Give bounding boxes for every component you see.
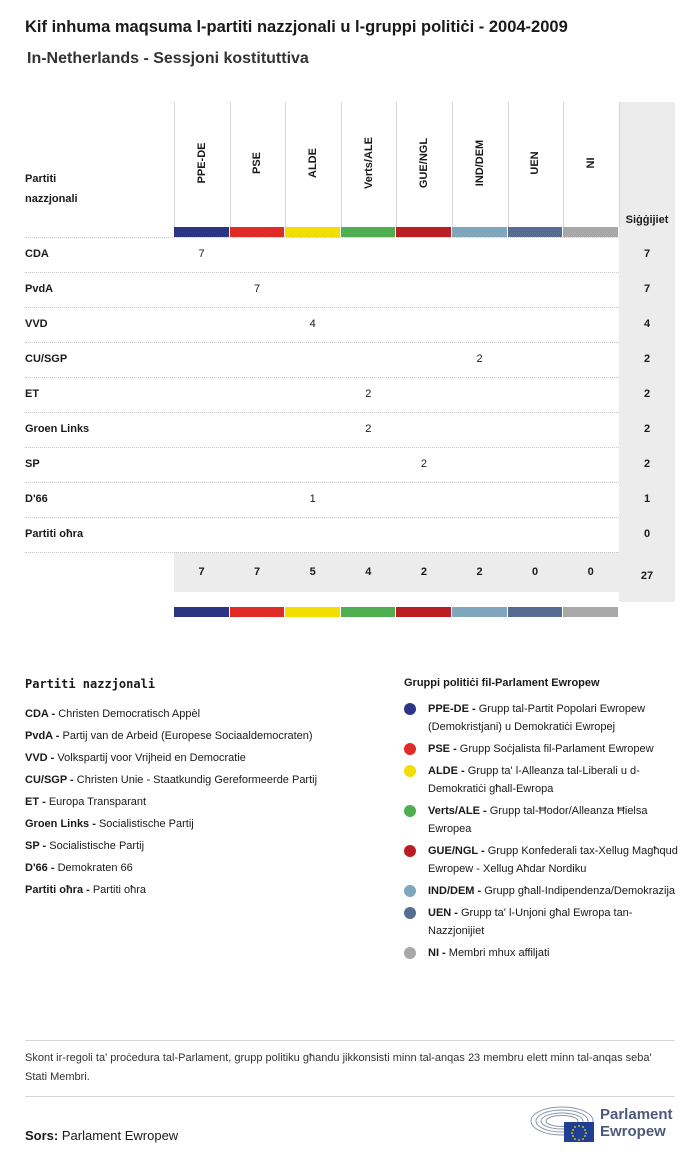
page-subtitle: In-Netherlands - Sessjoni kostituttiva [27, 50, 309, 67]
row-label: Partiti oħra [25, 528, 84, 540]
group-abbr: UEN - [428, 907, 461, 919]
party-legend-item [25, 703, 385, 725]
row-label: SP [25, 458, 40, 470]
party-full-name: Socialistische Partij [49, 840, 145, 852]
party-full-name: Volkspartij voor Vrijheid en Democratie [57, 752, 246, 764]
row-total: 2 [643, 458, 651, 470]
group-color-bar [396, 227, 451, 237]
group-color-dot-icon [404, 885, 416, 897]
group-legend [404, 677, 679, 966]
party-legend [25, 677, 385, 901]
party-legend-item [25, 769, 385, 791]
group-legend-item [404, 802, 679, 838]
group-color-dot-icon [404, 703, 416, 715]
party-full-name: Europa Transparant [48, 796, 147, 808]
group-header-alde: ALDE [307, 148, 319, 178]
row-divider [25, 552, 619, 553]
party-abbr: Partiti oħra - [25, 884, 93, 896]
group-color-dot-icon [404, 845, 416, 857]
source-line [25, 1128, 178, 1143]
row-divider [25, 517, 619, 518]
group-full-name: Grupp ta' l-Unjoni għal Ewropa tan-Nazzjonijiet [428, 907, 633, 937]
logo-line-2: Ewropew [600, 1123, 666, 1140]
group-abbr: ALDE - [428, 765, 468, 777]
group-color-bar [452, 227, 507, 237]
group-full-name: Grupp Soċjalista fil-Parlament Ewropew [459, 743, 654, 755]
row-divider [25, 482, 619, 483]
grand-total: 27 [640, 570, 654, 582]
row-label: VVD [25, 318, 48, 330]
seat-cell: 1 [309, 493, 316, 505]
group-total: 2 [476, 566, 483, 578]
header-separator [174, 102, 175, 227]
party-full-name: Christen Unie - Staatkundig Gereformeerde Partij [76, 774, 318, 786]
group-total: 2 [420, 566, 427, 578]
logo-text [600, 1106, 673, 1140]
party-full-name: Partij van de Arbeid (Europese Sociaaldemocraten) [62, 730, 313, 742]
row-label: CDA [25, 248, 49, 260]
group-legend-item [404, 882, 679, 900]
party-legend-item [25, 835, 385, 857]
group-color-bar [341, 227, 396, 237]
row-divider [25, 237, 619, 238]
group-color-dot-icon [404, 743, 416, 755]
party-abbr: SP - [25, 840, 50, 852]
party-abbr: CU/SGP - [25, 774, 77, 786]
party-legend-title: Partiti nazzjonali [25, 677, 156, 691]
group-color-bar-bottom [230, 607, 285, 617]
group-full-name: Grupp tal-Ħodor/Alleanza Ħielsa Ewropea [428, 805, 648, 835]
row-divider [25, 412, 619, 413]
header-separator [341, 102, 342, 227]
party-legend-item [25, 879, 385, 901]
header-separator [396, 102, 397, 227]
group-color-bar [174, 227, 229, 237]
seat-cell: 2 [365, 388, 372, 400]
page-title: Kif inhuma maqsuma l-partiti nazzjonali u l-gruppi politiċi - 2004-2009 [25, 18, 568, 36]
header-separator [508, 102, 509, 227]
seat-cell: 7 [254, 283, 261, 295]
group-legend-item [404, 842, 679, 878]
row-label: PvdA [25, 283, 54, 295]
group-color-dot-icon [404, 805, 416, 817]
logo-line-1: Parlament [600, 1106, 673, 1123]
party-legend-item [25, 813, 385, 835]
row-divider [25, 447, 619, 448]
header-separator [452, 102, 453, 227]
group-total: 0 [532, 566, 539, 578]
party-abbr: Groen Links - [25, 818, 99, 830]
party-abbr: PvdA - [25, 730, 63, 742]
group-color-bar-bottom [508, 607, 563, 617]
party-abbr: CDA - [25, 708, 59, 720]
seat-cell: 7 [198, 248, 205, 260]
row-label: Groen Links [25, 423, 90, 435]
group-abbr: PSE - [428, 743, 460, 755]
group-legend-title: Gruppi politiċi fil-Parlament Ewropew [404, 677, 600, 689]
group-color-bar [508, 227, 563, 237]
row-divider [25, 307, 619, 308]
row-total: 7 [643, 248, 651, 260]
party-abbr: VVD - [25, 752, 58, 764]
group-color-bar-bottom [396, 607, 451, 617]
group-legend-item [404, 904, 679, 940]
row-total: 0 [643, 528, 651, 540]
party-full-name: Partiti oħra [92, 884, 147, 896]
group-color-bar [285, 227, 340, 237]
group-header-ni: NI [585, 157, 597, 169]
group-color-dot-icon [404, 765, 416, 777]
header-separator [285, 102, 286, 227]
party-full-name: Socialistische Partij [98, 818, 194, 830]
party-full-name: Christen Democratisch Appèl [58, 708, 201, 720]
group-header-verts-ale: Verts/ALE [362, 137, 375, 189]
row-total: 2 [643, 423, 651, 435]
source-label: Sors: [25, 1128, 59, 1143]
row-label: ET [25, 388, 40, 400]
seat-cell: 4 [309, 318, 316, 330]
party-abbr: ET - [25, 796, 49, 808]
group-legend-item [404, 740, 679, 758]
group-full-name: Grupp Konfederali tax-Xellug Magħqud Ewropew - Xellug Aħdar Nordiku [428, 845, 678, 875]
group-abbr: PPE-DE - [428, 703, 479, 715]
seat-cell: 2 [365, 423, 372, 435]
party-legend-item [25, 747, 385, 769]
group-color-bar-bottom [341, 607, 396, 617]
group-header-gue-ngl: GUE/NGL [418, 137, 431, 189]
source-value: Parlament Ewropew [61, 1128, 179, 1143]
footnote: Skont ir-regoli ta' proċedura tal-Parlament, grupp politiku għandu jikkonsisti minn tal-anqas 23 membru elett minn tal-anqas seba' Stati Membri. [25, 1040, 675, 1097]
header-separator [619, 102, 620, 227]
seat-table [25, 102, 675, 602]
row-label: CU/SGP [25, 353, 68, 365]
group-color-dot-icon [404, 907, 416, 919]
group-total: 7 [254, 566, 261, 578]
group-header-ppe-de: PPE-DE [195, 142, 208, 184]
group-total: 0 [587, 566, 594, 578]
group-legend-item [404, 762, 679, 798]
row-total: 1 [643, 493, 651, 505]
seats-column-header: Siġġijiet [625, 214, 669, 226]
header-separator [230, 102, 231, 227]
group-color-bar-bottom [452, 607, 507, 617]
group-color-dot-icon [404, 947, 416, 959]
row-total: 2 [643, 388, 651, 400]
group-color-bar-bottom [563, 607, 618, 617]
group-abbr: GUE/NGL - [428, 845, 488, 857]
group-color-bar [230, 227, 285, 237]
total-column-bg [619, 102, 675, 602]
group-abbr: Verts/ALE - [428, 805, 490, 817]
row-total: 4 [643, 318, 651, 330]
header-separator [563, 102, 564, 227]
group-legend-item [404, 944, 679, 962]
group-color-bar [563, 227, 618, 237]
parliament-logo [530, 1104, 680, 1144]
group-full-name: Grupp għall-Indipendenza/Demokrazija [484, 885, 676, 897]
group-header-uen: UEN [529, 151, 542, 175]
row-divider [25, 342, 619, 343]
row-divider [25, 272, 619, 273]
group-total: 7 [198, 566, 205, 578]
group-full-name: Grupp ta' l-Alleanza tal-Liberali u d-Demokratiċi għall-Ewropa [428, 765, 640, 795]
row-divider [25, 377, 619, 378]
group-full-name: Membri mhux affiljati [448, 947, 550, 959]
seat-cell: 2 [476, 353, 483, 365]
group-total: 5 [309, 566, 316, 578]
party-legend-item [25, 791, 385, 813]
group-legend-item [404, 700, 679, 736]
row-total: 7 [643, 283, 651, 295]
party-legend-item [25, 725, 385, 747]
party-column-header: Partiti nazzjonali [25, 173, 78, 205]
group-full-name: Grupp tal-Partit Popolari Ewropew (Demokristjani) u Demokratiċi Ewropej [428, 703, 646, 733]
group-total: 4 [365, 566, 372, 578]
party-full-name: Demokraten 66 [57, 862, 133, 874]
group-color-bar-bottom [174, 607, 229, 617]
group-abbr: NI - [428, 947, 449, 959]
parliament-emblem-icon [530, 1104, 596, 1144]
row-total: 2 [643, 353, 651, 365]
party-legend-item [25, 857, 385, 879]
group-header-ind-dem: IND/DEM [473, 139, 486, 187]
group-color-bar-bottom [285, 607, 340, 617]
row-label: D'66 [25, 493, 48, 505]
group-abbr: IND/DEM - [428, 885, 485, 897]
group-header-pse: PSE [251, 152, 264, 175]
party-abbr: D'66 - [25, 862, 58, 874]
seat-cell: 2 [420, 458, 427, 470]
